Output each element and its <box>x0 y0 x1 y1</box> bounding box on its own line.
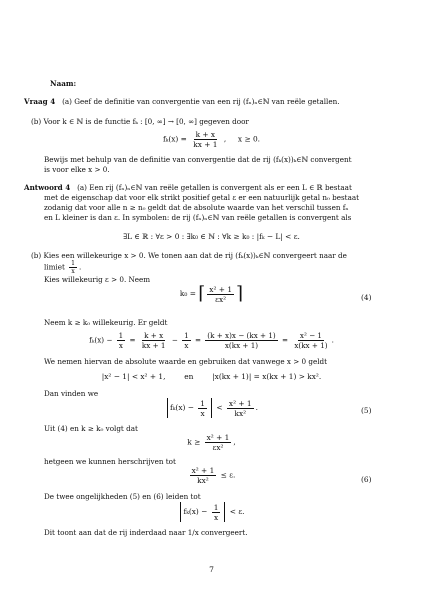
answer-part-a-line-4: en L kleiner is dan ε. In symbolen: de rij (fₙ)ₙ∈ℕ van reële getallen is convergent als <box>44 213 352 222</box>
equation-number-5: (5) <box>361 406 372 415</box>
fk-minus-inverse-computation: fₖ(x) − $\frac{1}{x}$ = $\frac{k + x}{kx + 1}$ − $\frac{1}{x}$ = $\frac{(k + x)x - (kx + 1)}{x(kx + 1)}$ = $\frac{\text{x² − 1}}{x(kx + 1)}$ . <box>89 331 334 350</box>
answer-part-a-line-2: met de eigenschap dat voor elk strikt positief getal ε er een natuurlijk getal n₀ bestaat <box>44 193 360 202</box>
k-lower-bound: k ≥ $\frac{\text{x² + 1}}{\text{εx²}}$ , <box>187 433 236 452</box>
neem-k-text: Neem k ≥ k₀ willekeurig. Er geldt <box>44 318 168 327</box>
question-label: Vraag 4 <box>24 97 56 106</box>
fraction: $\frac{k + x}{kx + 1}$ <box>193 130 218 149</box>
twee-ongelijkheden-text: De twee ongelijkheden (5) en (6) leiden tot <box>44 492 201 501</box>
uit-text: Uit (4) en k ≥ k₀ volgt dat <box>44 424 138 433</box>
question-part-b-instruction-1: Bewijs met behulp van de definitie van convergentie dat de rij (fₖ(x))ₖ∈ℕ convergent <box>44 155 352 164</box>
k0-definition-equation: k₀ = ⌈ $\frac{\text{x² + 1}}{\text{εx²}}$ ⌉ <box>179 283 244 304</box>
final-inequality: fₖ(x) − $\frac{1}{x}$ < ε. <box>0 502 423 522</box>
fraction: $\frac{1}{x}$ <box>71 260 75 275</box>
question-4-part-a <box>24 97 340 107</box>
student-name-label: Naam: <box>50 79 77 88</box>
inequality-5: fₖ(x) − $\frac{1}{x}$ < $\frac{\text{x² + 1}}{\text{kx²}}$ . <box>0 398 423 418</box>
absolute-value-text: We nemen hiervan de absolute waarde en gebruiken dat vanwege x > 0 geldt <box>44 357 328 366</box>
answer-label: Antwoord 4 <box>24 183 71 192</box>
herschrijven-text: hetgeen we kunnen herschrijven tot <box>44 457 176 466</box>
answer-part-a-line-3: zodanig dat voor alle n ≥ n₀ geldt dat de absolute waarde van het verschil tussen fₙ <box>44 203 349 212</box>
inequality-6: $\frac{\text{x² + 1}}{\text{kx²}}$ ≤ ε. <box>191 466 236 485</box>
equation-number-4: (4) <box>361 293 372 302</box>
answer-4-part-a-line-1: Antwoord 4 (a) Een rij (fₙ)ₙ∈ℕ van reële getallen is convergent als er een L ∈ ℝ bestaat <box>24 183 352 192</box>
question-part-b-text: (b) Voor k ∈ ℕ is de functie fₖ : [0, ∞] → [0, ∞] gegeven door <box>31 117 249 126</box>
answer-part-b-line-1: (b) Kies een willekeurige x > 0. We tonen aan dat de rij (fₖ(x))ₖ∈ℕ convergeert naar de <box>31 251 347 260</box>
equation-number-6: (6) <box>361 475 372 484</box>
answer-part-b-line-2: limiet $\frac{1}{x}$ . <box>44 260 82 275</box>
conclusion-text: Dit toont aan dat de rij inderdaad naar 1/x convergeert. <box>44 528 248 537</box>
page-number: 7 <box>209 565 214 574</box>
convergence-symbolic-definition: ∃L ∈ ℝ : ∀ε > 0 : ∃k₀ ∈ ℕ : ∀k ≥ k₀ : |fₖ − L| < ε. <box>123 232 300 241</box>
question-part-a-text: (a) Geef de definitie van convergentie van een rij (fₙ)ₙ∈ℕ van reële getallen. <box>62 97 340 106</box>
dan-vinden-text: Dan vinden we <box>44 389 99 398</box>
kies-epsilon-text: Kies willekeurig ε > 0. Neem <box>44 275 151 284</box>
fraction: $\frac{\text{x² + 1}}{\text{εx²}}$ <box>209 284 233 304</box>
absolute-value-inequalities: |x² − 1| < x² + 1, en |x(kx + 1)| = x(kx + 1) > kx². <box>101 372 322 381</box>
question-part-b-instruction-2: is voor elke x > 0. <box>44 165 110 174</box>
fk-definition-equation: fₖ(x) = $\frac{k + x}{kx + 1}$ , x ≥ 0. <box>162 130 261 149</box>
